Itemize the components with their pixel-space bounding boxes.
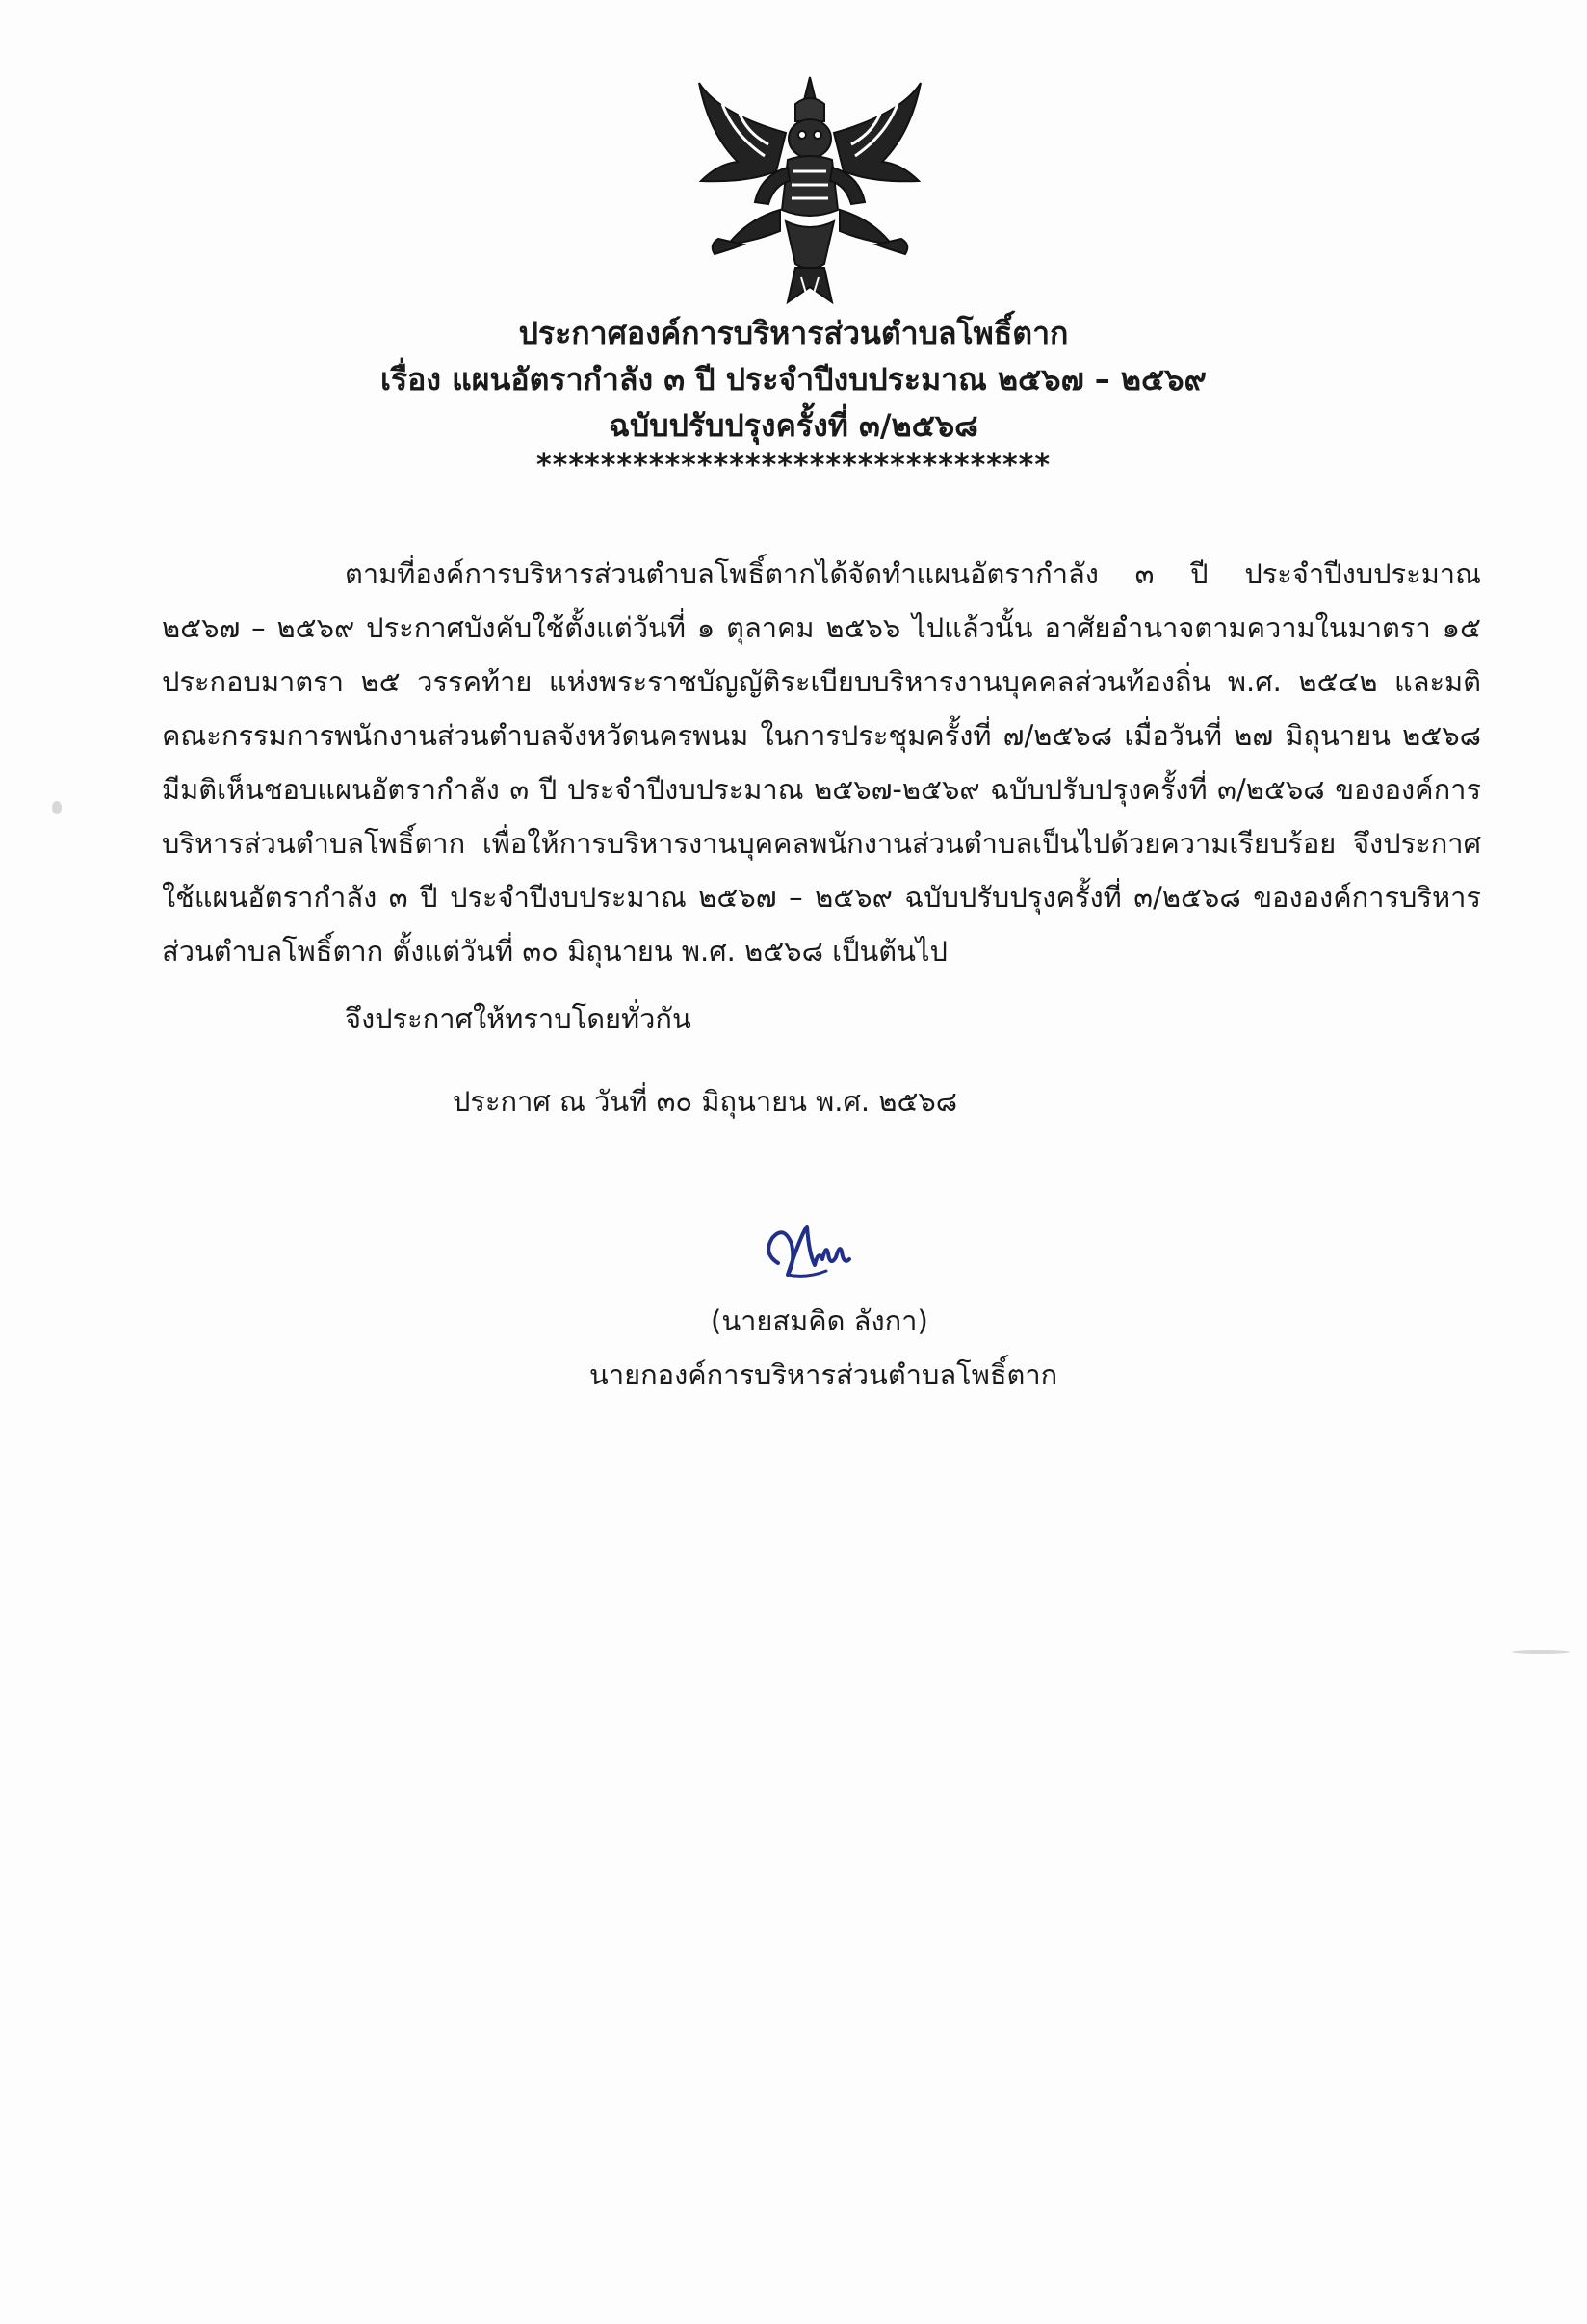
scan-speck [1512, 1650, 1570, 1654]
announcement-revision: ฉบับปรับปรุงครั้งที่ ๓/๒๕๖๘ [609, 407, 978, 444]
garuda-emblem-icon [680, 75, 940, 312]
announcement-date: ประกาศ ณ วันที่ ๓๐ มิถุนายน พ.ศ. ๒๕๖๘ [453, 1085, 958, 1118]
announcement-subject: เรื่อง แผนอัตรากำลัง ๓ ปี ประจำปีงบประมาณ ๒๕๖๗ – ๒๕๖๙ [380, 361, 1207, 398]
scan-speck [52, 801, 62, 814]
handwritten-signature [759, 1215, 867, 1286]
title-block [0, 310, 1587, 483]
announcement-title: ประกาศองค์การบริหารส่วนตำบลโพธิ์ตาก [518, 315, 1069, 351]
signatory-position: นายกองค์การบริหารส่วนตำบลโพธิ์ตาก [589, 1358, 1058, 1391]
title-separator: ******************************** [535, 449, 1052, 482]
body-paragraph: ตามที่องค์การบริหารส่วนตำบลโพธิ์ตากได้จัดทำแผนอัตรากำลัง ๓ ปี ประจำปีงบประมาณ ๒๕๖๗ – ๒๕๖๙ ประกาศบังคับใช้ตั้งแต่วันที่ ๑ ตุลาคม ๒๕๖๖ ไปแล้วนั้น อาศัยอำนาจตามความในมาตรา ๑๕ ประกอบมาตรา ๒๕ วรรคท้าย แห่งพระราชบัญญัติระเบียบบริหารงานบุคคลส่วนท้องถิ่น พ.ศ. ๒๕๔๒ และมติคณะกรรมการพนักงานส่วนตำบลจังหวัดนครพนม ในการประชุมครั้งที่ ๗/๒๕๖๘ เมื่อวันที่ ๒๗ มิถุนายน ๒๕๖๘ มีมติเห็นชอบแผนอัตรากำลัง ๓ ปี ประจำปีงบประมาณ ๒๕๖๗-๒๕๖๙ ฉบับปรับปรุงครั้งที่ ๓/๒๕๖๘ ขององค์การบริหารส่วนตำบลโพธิ์ตาก เพื่อให้การบริหารงานบุคคลพนักงานส่วนตำบลเป็นไปด้วยความเรียบร้อย จึงประกาศใช้แผนอัตรากำลัง ๓ ปี ประจำปีงบประมาณ ๒๕๖๗ – ๒๕๖๙ ฉบับปรับปรุงครั้งที่ ๓/๒๕๖๘ ขององค์การบริหารส่วนตำบลโพธิ์ตาก ตั้งแต่วันที่ ๓๐ มิถุนายน พ.ศ. ๒๕๖๘ เป็นต้นไป [162, 557, 1481, 968]
signatory-name: (นายสมคิด ลังกา) [711, 1304, 928, 1337]
closing-statement: จึงประกาศให้ทราบโดยทั่วกัน [345, 1002, 691, 1035]
